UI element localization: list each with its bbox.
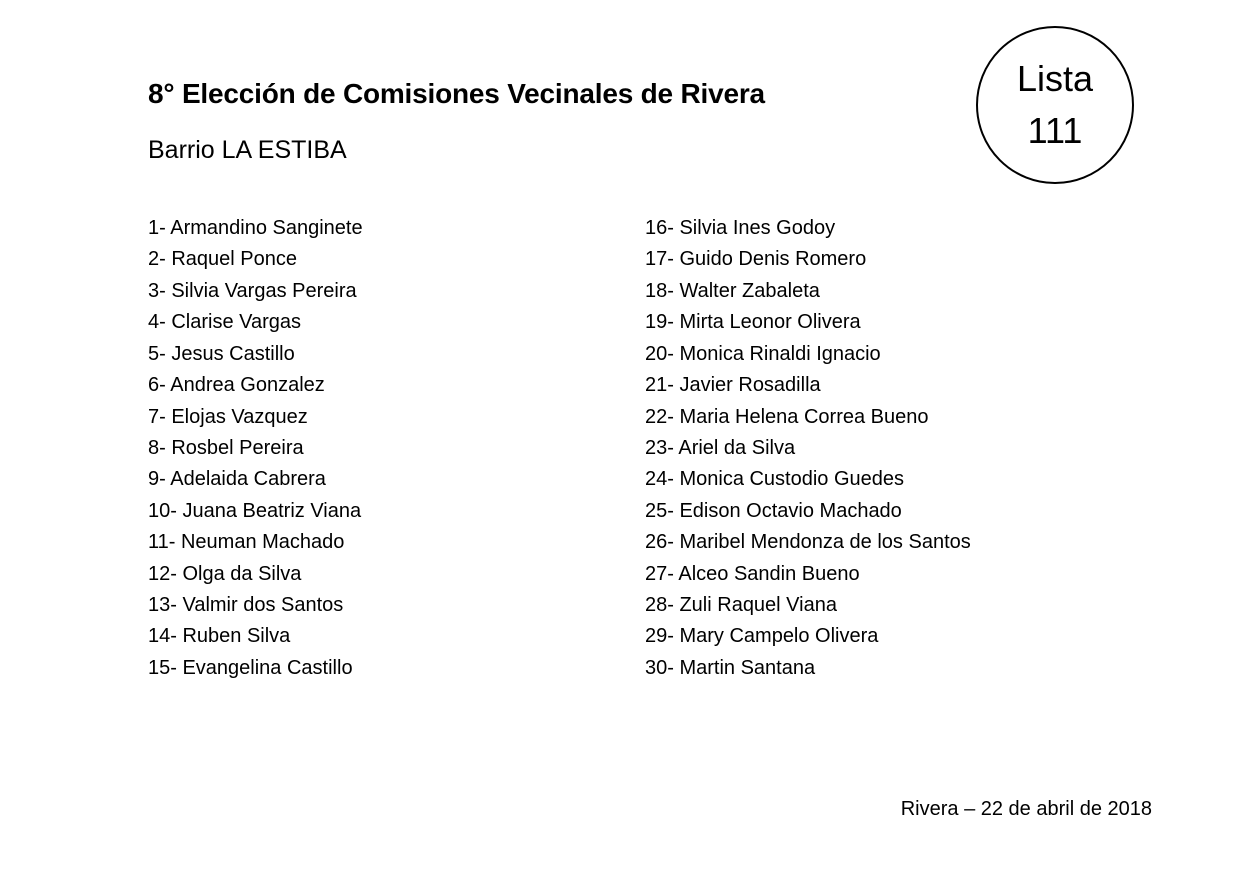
list-item: 1- Armandino Sanginete — [148, 217, 363, 239]
list-item: 23- Ariel da Silva — [645, 436, 796, 459]
list-item: 18- Walter Zabaleta — [645, 279, 820, 302]
list-item: 6- Andrea Gonzalez — [148, 374, 325, 397]
list-item: 4- Clarise Vargas — [148, 311, 302, 334]
list-item: 14- Ruben Silva — [148, 625, 291, 648]
candidate-list-left — [148, 213, 363, 684]
list-item: 24- Monica Custodio Guedes — [645, 468, 905, 491]
list-item: 27- Alceo Sandin Bueno — [645, 562, 860, 585]
list-item: 26- Maribel Mendonza de los Santos — [645, 531, 971, 554]
page-title: 8° Elección de Comisiones Vecinales de Rivera — [148, 78, 765, 109]
list-item: 7- Elojas Vazquez — [148, 405, 308, 428]
list-badge — [976, 26, 1134, 184]
list-item: 3- Silvia Vargas Pereira — [148, 279, 357, 302]
list-item: 5- Jesus Castillo — [148, 342, 295, 365]
list-item: 8- Rosbel Pereira — [148, 436, 304, 459]
list-item: 11- Neuman Machado — [148, 531, 345, 554]
list-item: 13- Valmir dos Santos — [148, 594, 344, 617]
list-item: 20- Monica Rinaldi Ignacio — [645, 342, 881, 365]
list-item: 19- Mirta Leonor Olivera — [645, 311, 861, 334]
list-badge-label: Lista — [1016, 58, 1094, 99]
list-item: 21- Javier Rosadilla — [645, 374, 821, 397]
list-item: 30- Martin Santana — [645, 656, 816, 679]
list-item: 29- Mary Campelo Olivera — [645, 625, 879, 648]
list-item: 15- Evangelina Castillo — [148, 656, 353, 679]
list-item: 22- Maria Helena Correa Bueno — [645, 405, 929, 428]
list-item: 28- Zuli Raquel Viana — [645, 594, 837, 617]
list-item: 25- Edison Octavio Machado — [645, 499, 902, 522]
candidate-list-right — [645, 213, 971, 684]
list-item: 17- Guido Denis Romero — [645, 248, 867, 271]
list-item: 9- Adelaida Cabrera — [148, 468, 326, 491]
list-item: 12- Olga da Silva — [148, 562, 302, 585]
footer-date: Rivera – 22 de abril de 2018 — [900, 798, 1152, 820]
list-item: 16- Silvia Ines Godoy — [645, 217, 836, 239]
list-item: 10- Juana Beatriz Viana — [148, 499, 362, 522]
page-subtitle: Barrio LA ESTIBA — [148, 136, 347, 164]
list-badge-number: 111 — [1027, 110, 1083, 151]
list-item: 2- Raquel Ponce — [148, 248, 297, 271]
